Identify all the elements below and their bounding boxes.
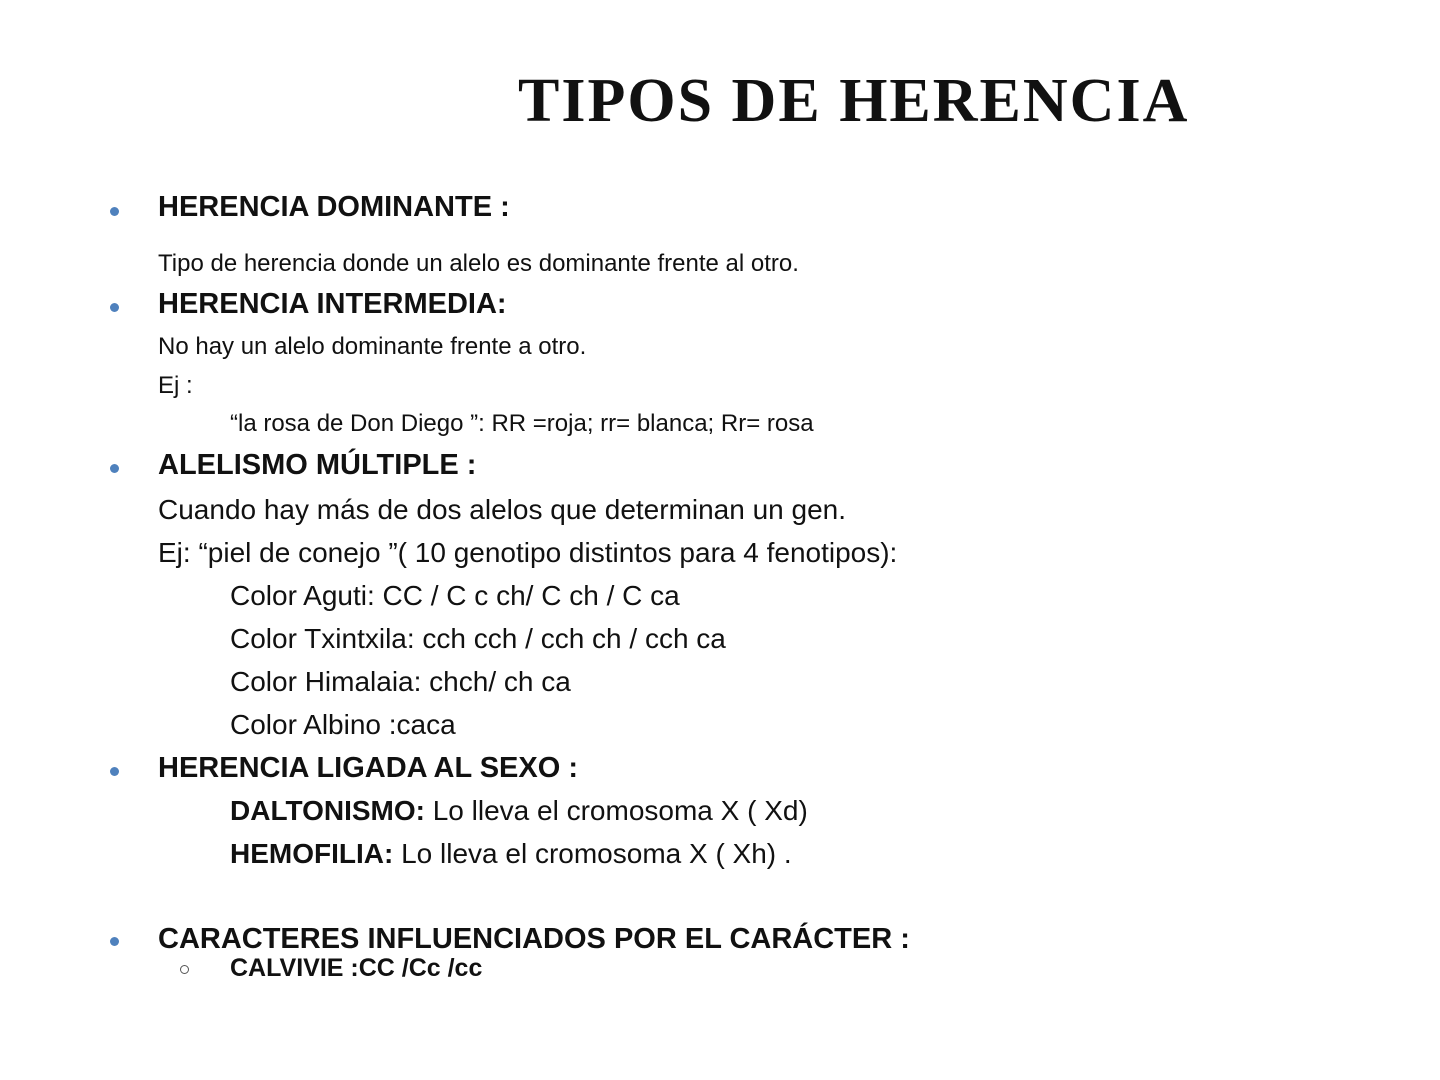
section-example: Color Himalaia: chch/ ch ca: [230, 666, 571, 697]
page-title: TIPOS DE HERENCIA: [518, 67, 1190, 135]
bullet-dot: [110, 207, 119, 216]
section-text: Tipo de herencia donde un alelo es dominante frente al otro.: [158, 250, 799, 277]
section-heading-herencia-ligada-al-sexo: HERENCIA LIGADA AL SEXO :: [158, 752, 578, 784]
item-text: Lo lleva el cromosoma X ( Xd): [424, 795, 808, 826]
section-example: Color Txintxila: cch cch / cch ch / cch ca: [230, 623, 726, 654]
section-heading-herencia-dominante: HERENCIA DOMINANTE :: [158, 191, 510, 223]
section-text: No hay un alelo dominante frente a otro.: [158, 333, 587, 360]
bullet-dot: [110, 767, 119, 776]
sex-linked-item: [230, 840, 792, 868]
section-example: “la rosa de Don Diego ”: RR =roja; rr= blanca; Rr= rosa: [230, 410, 814, 437]
item-text: Lo lleva el cromosoma X ( Xh) .: [393, 838, 792, 869]
sub-item: CALVIVIE :CC /Cc /cc: [230, 954, 483, 982]
sub-bullet-circle: [180, 965, 189, 974]
section-example: Color Aguti: CC / C c ch/ C ch / C ca: [230, 580, 680, 611]
section-heading-herencia-intermedia: HERENCIA INTERMEDIA:: [158, 288, 507, 320]
section-text: Cuando hay más de dos alelos que determinan un gen.: [158, 494, 847, 525]
bullet-dot: [110, 303, 119, 312]
section-heading-alelismo-multiple: ALELISMO MÚLTIPLE :: [158, 449, 477, 481]
bullet-dot: [110, 937, 119, 946]
section-text: Ej: “piel de conejo ”( 10 genotipo distintos para 4 fenotipos):: [158, 537, 898, 568]
sex-linked-item: [230, 797, 808, 825]
item-label: HEMOFILIA:: [230, 838, 394, 869]
section-heading-caracteres-influenciados: CARACTERES INFLUENCIADOS POR EL CARÁCTER :: [158, 923, 910, 955]
item-label: DALTONISMO:: [230, 795, 425, 826]
bullet-dot: [110, 464, 119, 473]
section-example: Color Albino :caca: [230, 709, 456, 740]
section-text: Ej :: [158, 372, 193, 399]
